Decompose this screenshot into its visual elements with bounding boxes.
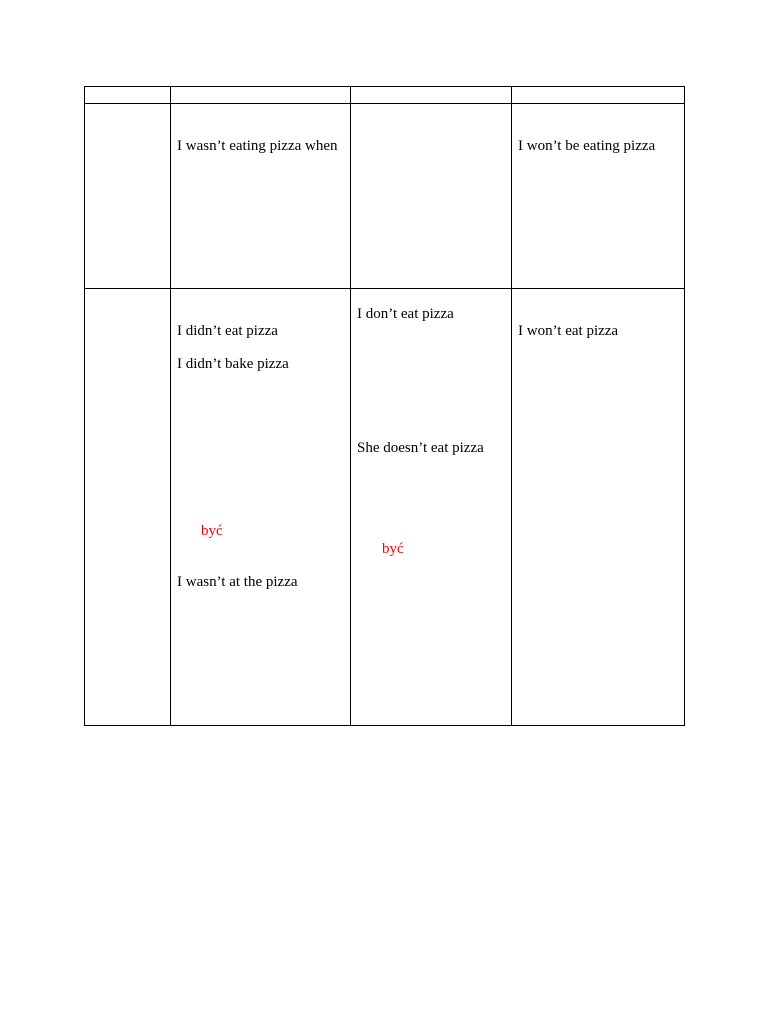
- table-cell: [512, 289, 685, 726]
- cell-text: I wasn’t at the pizza: [177, 574, 298, 590]
- cell-text: I wasn’t eating pizza when: [177, 138, 338, 154]
- row-label-cell: [85, 104, 171, 289]
- annotation-note: być: [201, 523, 223, 539]
- annotation-note: być: [382, 541, 404, 557]
- table-row: [85, 289, 685, 726]
- row-label-cell: [85, 289, 171, 726]
- header-cell: [512, 87, 685, 104]
- cell-text: I won’t eat pizza: [518, 323, 619, 339]
- header-cell: [85, 87, 171, 104]
- cell-text: I don’t eat pizza: [357, 306, 454, 322]
- cell-text: I didn’t eat pizza: [177, 323, 278, 339]
- cell-text: I won’t be eating pizza: [518, 138, 656, 154]
- header-cell: [171, 87, 351, 104]
- table-cell: [171, 104, 351, 289]
- table-cell: [512, 104, 685, 289]
- header-row: [85, 87, 685, 104]
- cell-text: She doesn’t eat pizza: [357, 440, 484, 456]
- cell-text: I didn’t bake pizza: [177, 356, 289, 372]
- table-row: [85, 104, 685, 289]
- table-cell: [351, 104, 512, 289]
- table-cell: [171, 289, 351, 726]
- grammar-table: [84, 86, 685, 726]
- header-cell: [351, 87, 512, 104]
- table-cell: [351, 289, 512, 726]
